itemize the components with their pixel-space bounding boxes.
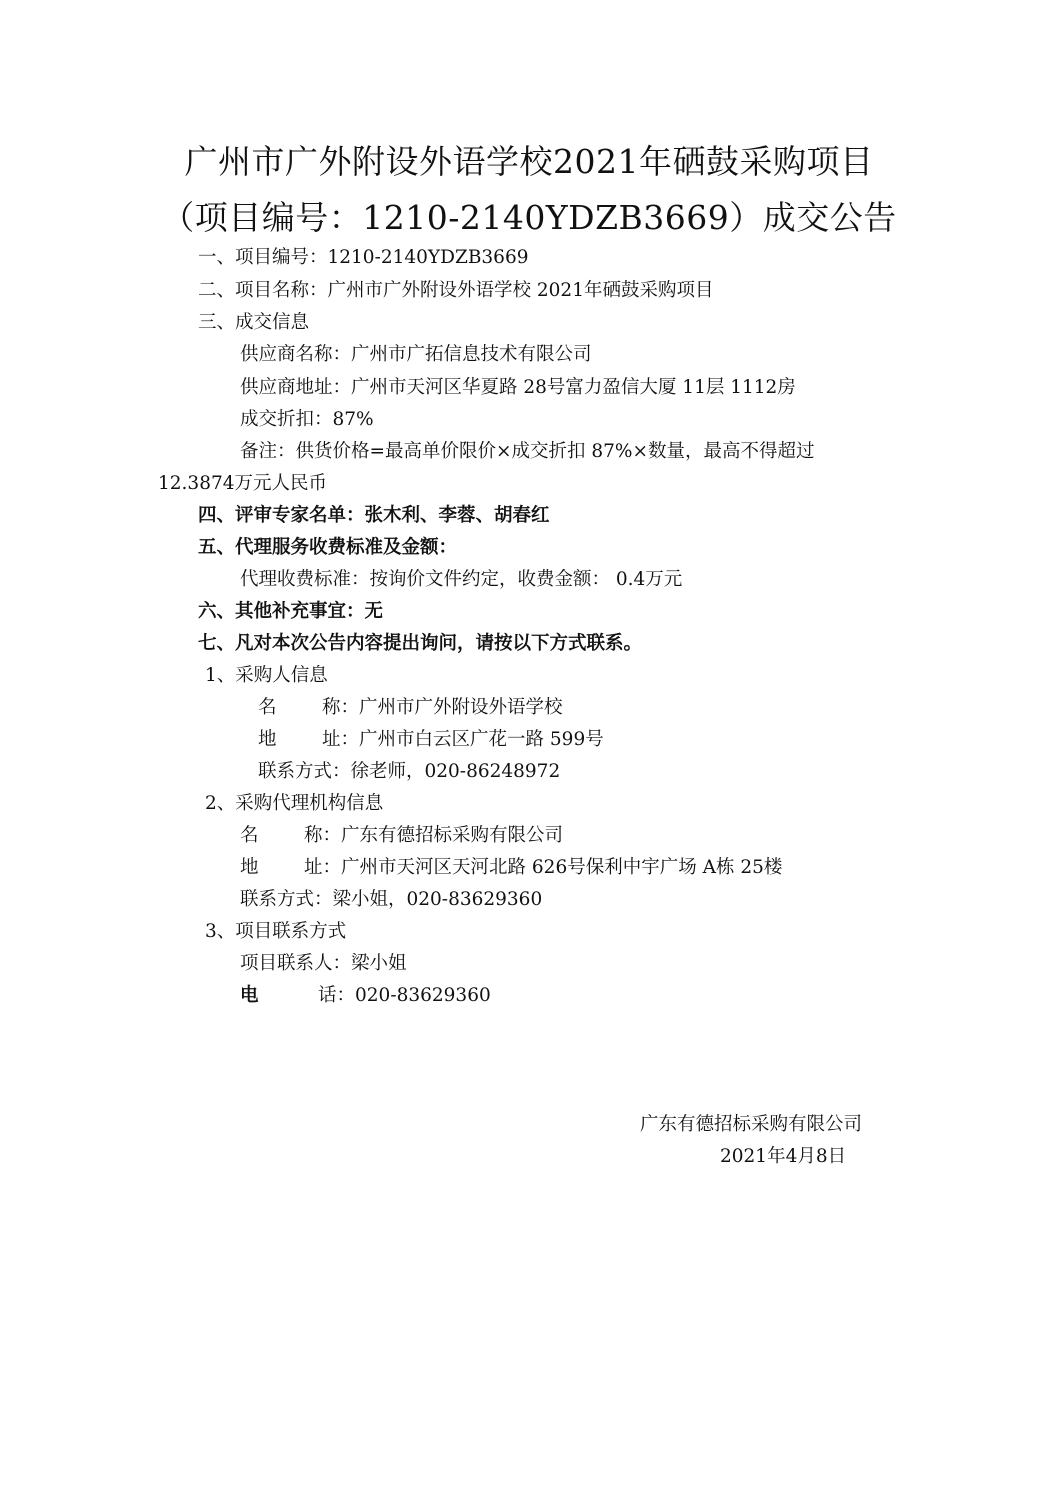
signature-date: 2021年4月8日 xyxy=(720,1146,847,1167)
phone-value: 020-83629360 xyxy=(355,985,491,1006)
agency-addr-value: 广州市天河区天河北路 626号保利中宇广场 A栋 25楼 xyxy=(341,857,783,878)
purchaser-heading: 1、采购人信息 xyxy=(205,665,328,686)
item-deal-info: 三、成交信息 xyxy=(198,312,310,333)
agency-addr-label-2: 址： xyxy=(304,857,342,878)
agency-contact: 联系方式：梁小姐，020-83629360 xyxy=(240,889,543,910)
purchaser-addr-label-1: 地 xyxy=(258,729,277,750)
purchaser-name-label-2: 称： xyxy=(322,697,360,718)
item-project-name: 二、项目名称：广州市广外附设外语学校 2021年硒鼓采购项目 xyxy=(198,280,714,301)
phone-label-1: 电 xyxy=(240,985,259,1006)
agency-addr-label-1: 地 xyxy=(240,857,259,878)
agency-fee-standard: 代理收费标准：按询价文件约定，收费金额： 0.4万元 xyxy=(240,569,683,590)
signature-company: 广东有德招标采购有限公司 xyxy=(640,1114,863,1135)
remark-line-1: 备注：供货价格=最高单价限价×成交折扣 87%×数量，最高不得超过 xyxy=(240,441,815,462)
purchaser-name-label-1: 名 xyxy=(258,697,277,718)
agency-name-label-2: 称： xyxy=(304,825,342,846)
agency-address-row xyxy=(240,856,782,880)
project-contact-person: 项目联系人：梁小姐 xyxy=(240,953,407,974)
purchaser-address-row xyxy=(258,728,604,752)
purchaser-name-row xyxy=(258,696,563,720)
deal-discount: 成交折扣：87% xyxy=(240,409,374,430)
agency-heading: 2、采购代理机构信息 xyxy=(205,793,384,814)
project-contact-phone-row xyxy=(240,984,491,1008)
purchaser-contact: 联系方式：徐老师，020-86248972 xyxy=(258,761,561,782)
purchaser-addr-label-2: 址： xyxy=(322,729,360,750)
remark-line-2: 12.3874万元人民币 xyxy=(158,473,328,494)
item-project-number: 一、项目编号：1210-2140YDZB3669 xyxy=(198,247,529,268)
purchaser-name-value: 广州市广外附设外语学校 xyxy=(359,697,563,718)
project-contact-heading: 3、项目联系方式 xyxy=(205,921,347,942)
item-contact-notice: 七、凡对本次公告内容提出询问，请按以下方式联系。 xyxy=(198,633,643,654)
phone-label-2: 话： xyxy=(318,985,356,1006)
agency-name-row xyxy=(240,824,563,848)
agency-name-value: 广东有德招标采购有限公司 xyxy=(341,825,564,846)
item-other-matters: 六、其他补充事宜：无 xyxy=(198,601,384,622)
supplier-address: 供应商地址：广州市天河区华夏路 28号富力盈信大厦 11层 1112房 xyxy=(240,377,796,398)
page-title-line-1: 广州市广外附设外语学校2021年硒鼓采购项目 xyxy=(184,142,874,181)
purchaser-addr-value: 广州市白云区广花一路 599号 xyxy=(359,729,604,750)
agency-name-label-1: 名 xyxy=(240,825,259,846)
supplier-name: 供应商名称：广州市广拓信息技术有限公司 xyxy=(240,344,592,365)
item-experts: 四、评审专家名单：张木利、李蓉、胡春红 xyxy=(198,505,550,526)
item-agency-fee: 五、代理服务收费标准及金额： xyxy=(198,537,458,558)
page-title-line-2: （项目编号：1210-2140YDZB3669）成交公告 xyxy=(161,198,897,237)
